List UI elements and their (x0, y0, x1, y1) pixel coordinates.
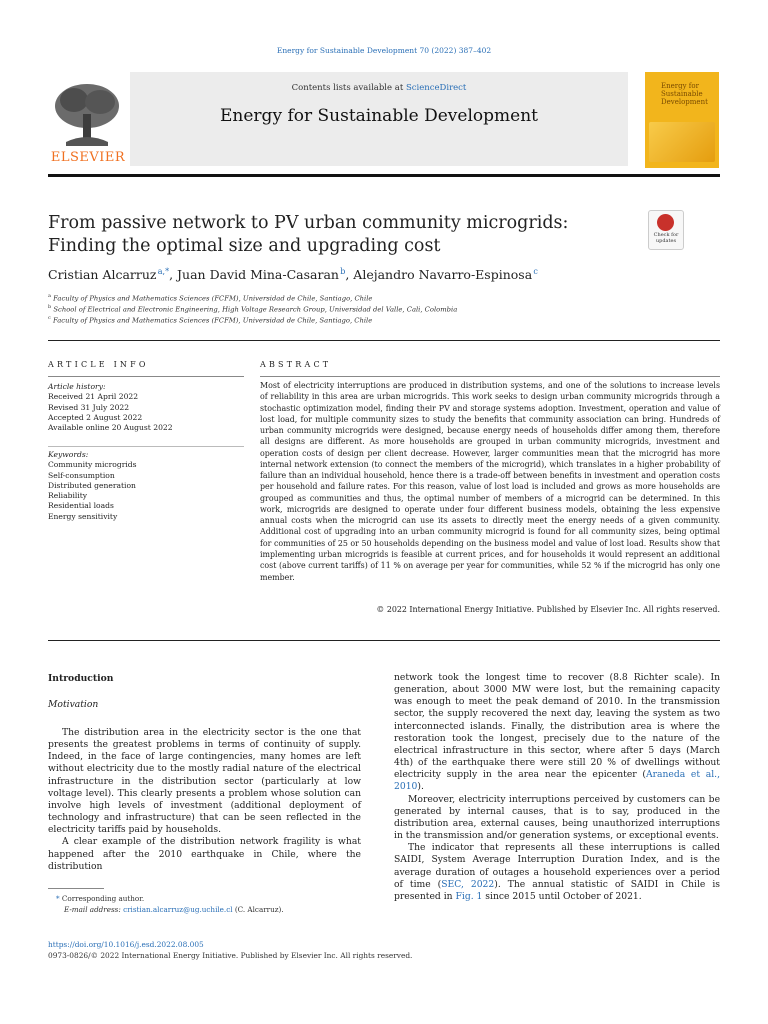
issn-copyright: 0973-0826/© 2022 International Energy Initiative. Published by Elsevier Inc. All rights reserved. (48, 951, 413, 960)
history-revised: Revised 31 July 2022 (48, 402, 130, 412)
keyword: Distributed generation (48, 480, 136, 490)
article-title: From passive network to PV urban community microgrids: Finding the optimal size and upgrading cost (48, 213, 569, 256)
corresponding-author-note (56, 893, 366, 904)
affiliation (48, 315, 688, 324)
history-online: Available online 20 August 2022 (48, 423, 173, 433)
article-history (48, 382, 244, 433)
introduction-heading: Introduction (48, 673, 114, 684)
author-separator: , (169, 267, 178, 283)
check-updates-label: Check for updates (653, 232, 679, 244)
body-paragraph: Moreover, electricity interruptions perceived by customers can be generated by internal causes, that is to say, produced in the distribution area, external causes, being unauthorized interruptions in the transmission and/or generation systems, or exceptional events. (394, 793, 720, 842)
keyword: Residential loads (48, 501, 114, 511)
history-accepted: Accepted 2 August 2022 (48, 412, 143, 422)
abstract-rule (260, 376, 720, 377)
email-suffix: (C. Alcarruz). (232, 905, 284, 914)
journal-title[interactable]: Energy for Sustainable Development (220, 106, 538, 126)
author-list (48, 267, 688, 282)
affiliation-marker: b (48, 304, 52, 310)
paragraph-text: since 2015 until October of 2021. (482, 890, 642, 902)
paragraph-text: ). The annual statistic of SAIDI in Chile is presented in (394, 878, 720, 902)
affiliation-marker: a (48, 293, 51, 299)
journal-reference[interactable]: Energy for Sustainable Development 70 (2022) 387–402 (276, 46, 492, 55)
email-line (56, 904, 366, 915)
author-name[interactable]: Alejandro Navarro-Espinosa (353, 267, 533, 283)
body-paragraph (394, 672, 720, 794)
footnote-rule (48, 888, 104, 889)
contents-prefix: Contents lists available at (291, 83, 406, 93)
check-for-updates-badge[interactable] (648, 210, 684, 250)
author-separator: , (345, 267, 354, 283)
author-name[interactable]: Juan David Mina-Casaran (177, 267, 339, 283)
affiliation (48, 293, 688, 302)
affiliation-text: Faculty of Physics and Mathematics Sciences (FCFM), Universidad de Chile, Santiago, Chile (53, 294, 373, 303)
footnote-marker[interactable]: * (56, 894, 60, 903)
affiliation-text: School of Electrical and Electronic Engineering, High Voltage Research Group, Universidad del Valle, Cali, Colombia (53, 305, 458, 314)
body-right-column (394, 672, 720, 903)
email-label: E-mail address: (64, 905, 124, 914)
paragraph-text: The indicator that represents all these interruptions is called SAIDI, System Average Interruption Duration Index, and is the average duration of outages a household experiences over a period of time ( (394, 842, 720, 890)
paragraph-text: network took the longest time to recover (8.8 Richter scale). In generation, about 3000 MW were lost, but the remaining capacity was enough to meet the peak demand of 2010. In the transmission sector, the supply recovered the next day, leaving the system as two interconnected islands. Finally, the distribution area is where the restoration took the longest, precisely due to the nature of the electrical infrastructure in this sector, where after 5 days (March 4th) of the earthquake there were still 20 % of dwellings without electricity supply in the area near the epicenter ( (394, 672, 720, 781)
cover-artwork (649, 122, 715, 162)
footnote (56, 893, 366, 915)
author-name[interactable]: Cristian Alcarruz (48, 267, 157, 283)
corresponding-label: Corresponding author. (61, 894, 145, 903)
paragraph-text: ). (417, 781, 424, 793)
affiliation (48, 304, 688, 313)
doi-link[interactable]: https://doi.org/10.1016/j.esd.2022.08.005 (48, 940, 204, 949)
body-paragraph (394, 842, 720, 903)
keywords-rule (48, 446, 244, 447)
article-info-rule (48, 376, 244, 377)
author-affiliation-marker[interactable]: c (533, 267, 538, 276)
keyword: Community microgrids (48, 460, 137, 470)
keyword: Self-consumption (48, 470, 115, 480)
abstract-bottom-rule (48, 640, 720, 641)
abstract-text: Most of electricity interruptions are produced in distribution systems, and one of the solutions to increase levels of reliability in this area are urban microgrids. This work seeks to design urban community microgrids through a stochastic optimization model, finding their PV and storage systems adoption. Investment, operation and value of lost load, for multiple community sizes to study the benefits that community association can bring. Hundreds of urban community microgrids were designed, because energy needs of households differ among them, therefore all designs are different. As more households are grouped in urban community microgrids, investment and operation costs of design per client decrease. However, larger communities mean that the microgrid has more internal network extension (to connect the members of the microgrid), which translates in a higher probability of failure than an individual household, hence there is a trade-off between benefits in investment and operation costs per household and failure rates. For this reason, value of lost load is included and grows as more households are grouped as communities and thus, the optimal number of members of a microgrid can be determined. In this work, microgrids are designed to operate under four different business models, obtaining the less expensive annual costs when the microgrid can use its assets to directly meet the energy needs of a given community. Additional cost of upgrading into an urban community microgrid is found for all community sizes, being optimal for communities of 25 or 50 households depending on the business model and value of lost load. Results show that implementing urban microgrids is feasible at current prices, and for households it would represent an additional cost (above current tariffs) of 11 % on average per year for communities, while 52 % if the microgrid has only one member. (260, 381, 720, 582)
affiliation-text: Faculty of Physics and Mathematics Sciences (FCFM), Universidad de Chile, Santiago, Chile (52, 316, 373, 325)
citation-link[interactable]: Araneda et al., 2010 (394, 769, 720, 793)
citation-link[interactable]: SEC, 2022 (441, 878, 495, 890)
author-affiliation-marker[interactable]: b (340, 267, 346, 276)
body-paragraph: The distribution area in the electricity sector is the one that presents the greatest problems in terms of continuity of supply. Indeed, in the face of large contingencies, many homes are left without electricity due to the mostly radial nature of the electrical infrastructure in the distribution sector (particularly at low voltage level). This clearly presents a problem whose solution can involve high levels of investment (additional deployment of technology and infrastructure) that can be seen reflected in the electricity tariffs paid by households. (48, 727, 361, 836)
cover-title: Energy for Sustainable Development (661, 82, 708, 106)
elsevier-wordmark: ELSEVIER (50, 150, 126, 165)
history-label: Article history: (48, 382, 106, 391)
masthead-rule (48, 174, 720, 177)
abstract-heading: ABSTRACT (260, 360, 332, 369)
bookmark-icon (657, 214, 674, 231)
contents-line (130, 83, 628, 93)
article-info-heading: ARTICLE INFO (48, 360, 149, 369)
abstract-copyright: © 2022 International Energy Initiative. Published by Elsevier Inc. All rights reserved. (376, 605, 720, 614)
front-matter-rule (48, 340, 720, 341)
affiliation-marker: c (48, 315, 51, 321)
history-received: Received 21 April 2022 (48, 392, 139, 402)
body-left-column (48, 727, 361, 873)
sciencedirect-link[interactable]: ScienceDirect (405, 83, 467, 93)
keyword: Reliability (48, 491, 88, 501)
keyword: Energy sensitivity (48, 511, 118, 521)
journal-cover-thumbnail[interactable] (645, 72, 719, 168)
keywords-block (48, 450, 244, 522)
body-paragraph: A clear example of the distribution network fragility is what happened after the 2010 earthquake in Chile, where the distribution (48, 836, 361, 872)
motivation-heading: Motivation (48, 699, 99, 710)
email-link[interactable]: cristian.alcarruz@ug.uchile.cl (123, 905, 233, 914)
author-affiliation-marker[interactable]: a,* (157, 267, 170, 276)
figure-link[interactable]: Fig. 1 (455, 890, 483, 902)
keywords-label: Keywords: (48, 450, 89, 459)
